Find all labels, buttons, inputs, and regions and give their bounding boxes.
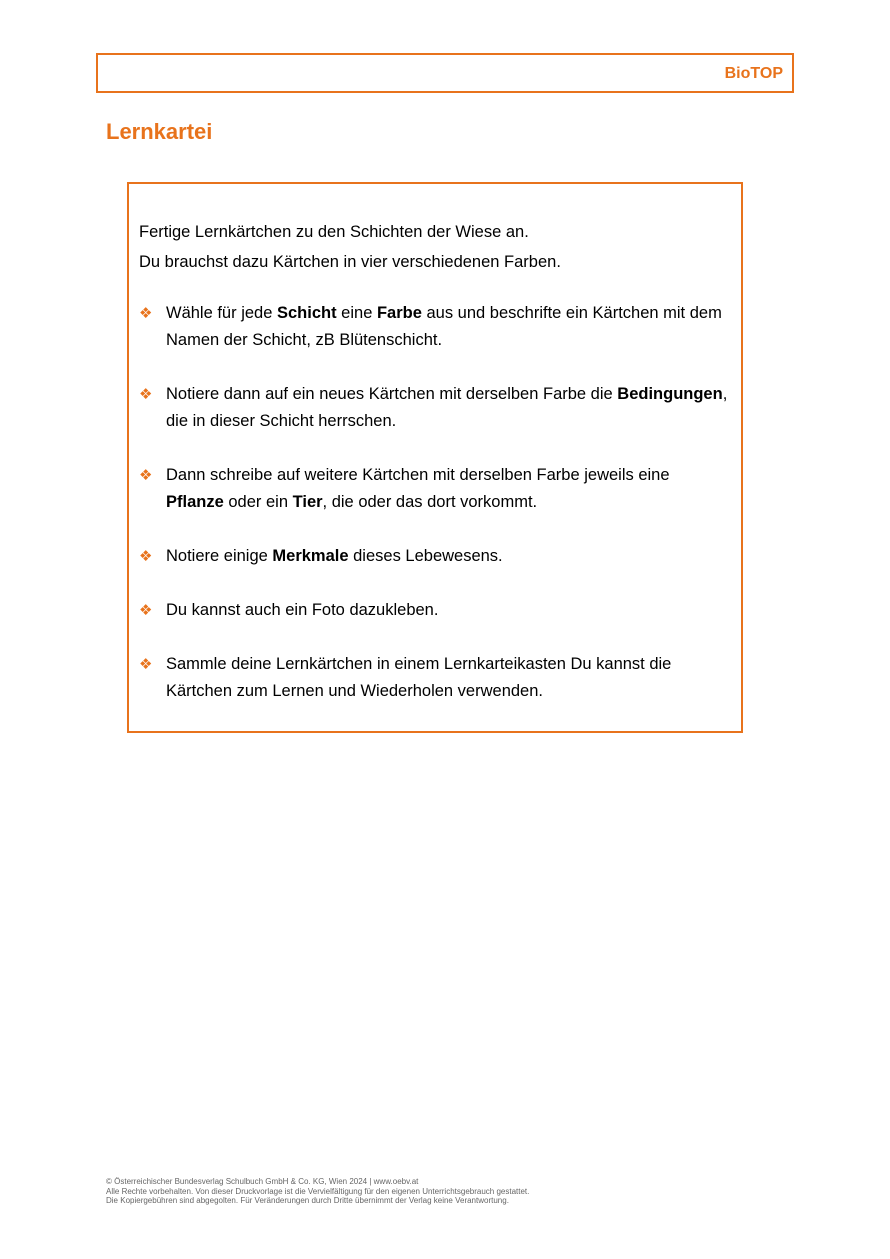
list-item: ❖ Sammle deine Lernkärtchen in einem Lernkarteikasten Du kannst die Kärtchen zum Lernen und Wiederholen verwenden.: [139, 651, 729, 705]
footer-line: © Österreichischer Bundesverlag Schulbuch GmbH & Co. KG, Wien 2024 | www.oebv.at: [106, 1177, 419, 1186]
list-item: ❖ Wähle für jede Schicht eine Farbe aus und beschrifte ein Kärtchen mit dem Namen der Schicht, zB Blütenschicht.: [139, 300, 729, 354]
header-box: [96, 53, 794, 93]
intro-line: Du brauchst dazu Kärtchen in vier verschiedenen Farben.: [139, 253, 561, 271]
diamond-bullet-icon: ❖: [139, 547, 153, 565]
diamond-bullet-icon: ❖: [139, 385, 153, 403]
footer-line: Alle Rechte vorbehalten. Von dieser Druckvorlage ist die Vervielfältigung für den eigenen Unterrichtsgebrauch gestattet.: [106, 1186, 530, 1196]
list-item: ❖ Du kannst auch ein Foto dazukleben.: [139, 597, 729, 624]
brand-label: BioTOP: [724, 65, 783, 82]
instruction-list: [139, 300, 729, 732]
copyright-footer: [106, 1177, 806, 1206]
diamond-bullet-icon: ❖: [139, 466, 153, 484]
task-intro: [139, 217, 719, 277]
page-title: Lernkartei: [106, 119, 213, 144]
list-item: ❖ Dann schreibe auf weitere Kärtchen mit derselben Farbe jeweils eine Pflanze oder ein Tier, die oder das dort vorkommt.: [139, 462, 729, 516]
intro-line: Fertige Lernkärtchen zu den Schichten der Wiese an.: [139, 223, 529, 241]
footer-line: Die Kopiergebühren sind abgegolten. Für Veränderungen durch Dritte übernimmt der Verlag keine Verantwortung.: [106, 1196, 509, 1205]
task-box: [127, 182, 743, 733]
list-item: ❖ Notiere einige Merkmale dieses Lebewesens.: [139, 543, 729, 570]
diamond-bullet-icon: ❖: [139, 304, 153, 322]
diamond-bullet-icon: ❖: [139, 655, 153, 673]
diamond-bullet-icon: ❖: [139, 601, 153, 619]
list-item: ❖ Notiere dann auf ein neues Kärtchen mit derselben Farbe die Bedingungen, die in dieser Schicht herrschen.: [139, 381, 729, 435]
